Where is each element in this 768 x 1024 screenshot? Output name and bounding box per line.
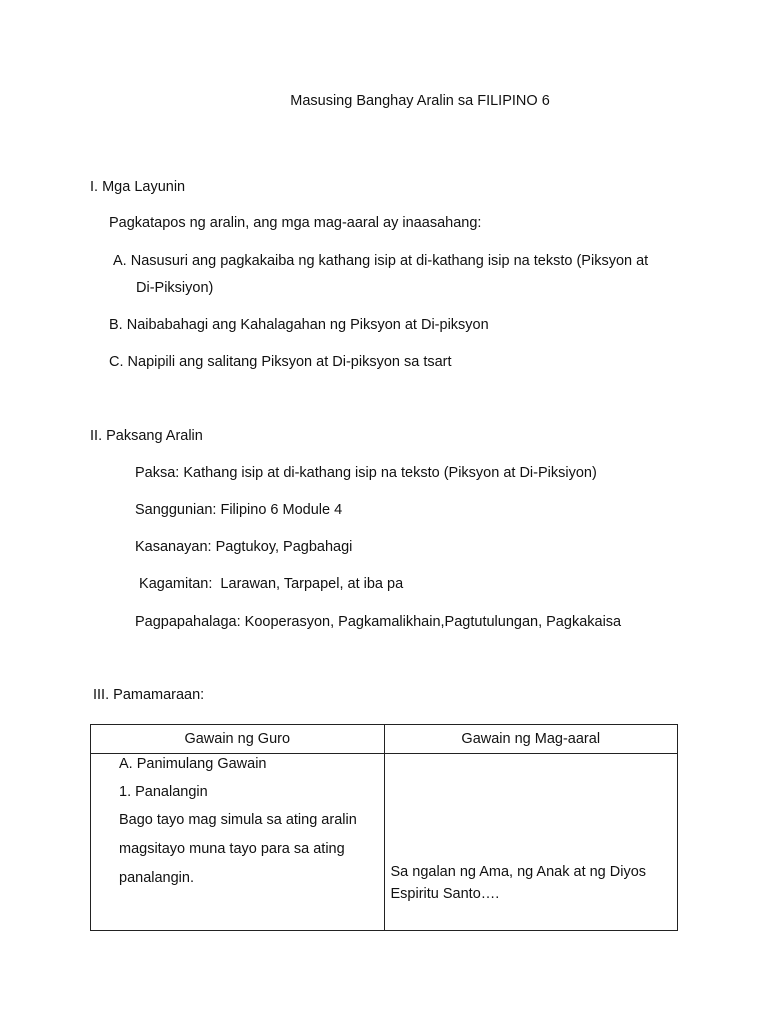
cell-mag-aaral — [384, 754, 678, 931]
table-row — [91, 754, 678, 931]
header-gawain-ng-guro: Gawain ng Guro — [91, 725, 385, 754]
guro-subheading: A. Panimulang Gawain — [119, 756, 267, 772]
section-topic-heading-prefix: II — [90, 428, 99, 444]
table-header-row — [91, 725, 678, 754]
cell-guro — [91, 754, 385, 931]
section-topic-heading-rest: . Paksang Aralin — [98, 428, 203, 444]
header-gawain-ng-mag-aaral: Gawain ng Mag-aaral — [384, 725, 678, 754]
section-topic-heading — [90, 428, 203, 444]
guro-line-1: Bago tayo mag simula sa ating aralin — [119, 812, 357, 828]
document-title: Masusing Banghay Aralin sa FILIPINO 6 — [290, 93, 550, 109]
guro-line-2: magsitayo muna tayo para sa ating — [119, 841, 345, 857]
topic-pagpapahalaga: Pagpapahalaga: Kooperasyon, Pagkamalikhain,Pagtutulungan, Pagkakaisa — [135, 614, 622, 630]
objective-c: C. Napipili ang salitang Piksyon at Di-piksyon sa tsart — [109, 354, 452, 370]
objective-b: B. Naibabahagi ang Kahalagahan ng Piksyon at Di-piksyon — [109, 317, 489, 333]
objective-a: A. Nasusuri ang pagkakaiba ng kathang isip at di-kathang isip na teksto (Piksyon at — [113, 253, 649, 269]
guro-step: 1. Panalangin — [119, 784, 208, 800]
mag-aaral-line-2: Espiritu Santo…. — [390, 886, 500, 902]
objective-a-continued: Di-Piksiyon) — [136, 280, 214, 296]
topic-kasanayan: Kasanayan: Pagtukoy, Pagbahagi — [135, 539, 353, 555]
guro-line-3: panalangin. — [119, 870, 194, 886]
section-objectives-heading: I. Mga Layunin — [90, 179, 186, 195]
procedure-table — [90, 724, 678, 931]
mag-aaral-line-1: Sa ngalan ng Ama, ng Anak at ng Diyos — [390, 864, 647, 880]
objectives-intro: Pagkatapos ng aralin, ang mga mag-aaral ay inaasahang: — [109, 215, 482, 231]
topic-paksa: Paksa: Kathang isip at di-kathang isip na teksto (Piksyon at Di-Piksiyon) — [135, 465, 597, 481]
topic-sanggunian: Sanggunian: Filipino 6 Module 4 — [135, 502, 343, 518]
section-procedure-heading: III. Pamamaraan: — [93, 687, 205, 703]
topic-kagamitan: Kagamitan: Larawan, Tarpapel, at iba pa — [135, 576, 404, 592]
